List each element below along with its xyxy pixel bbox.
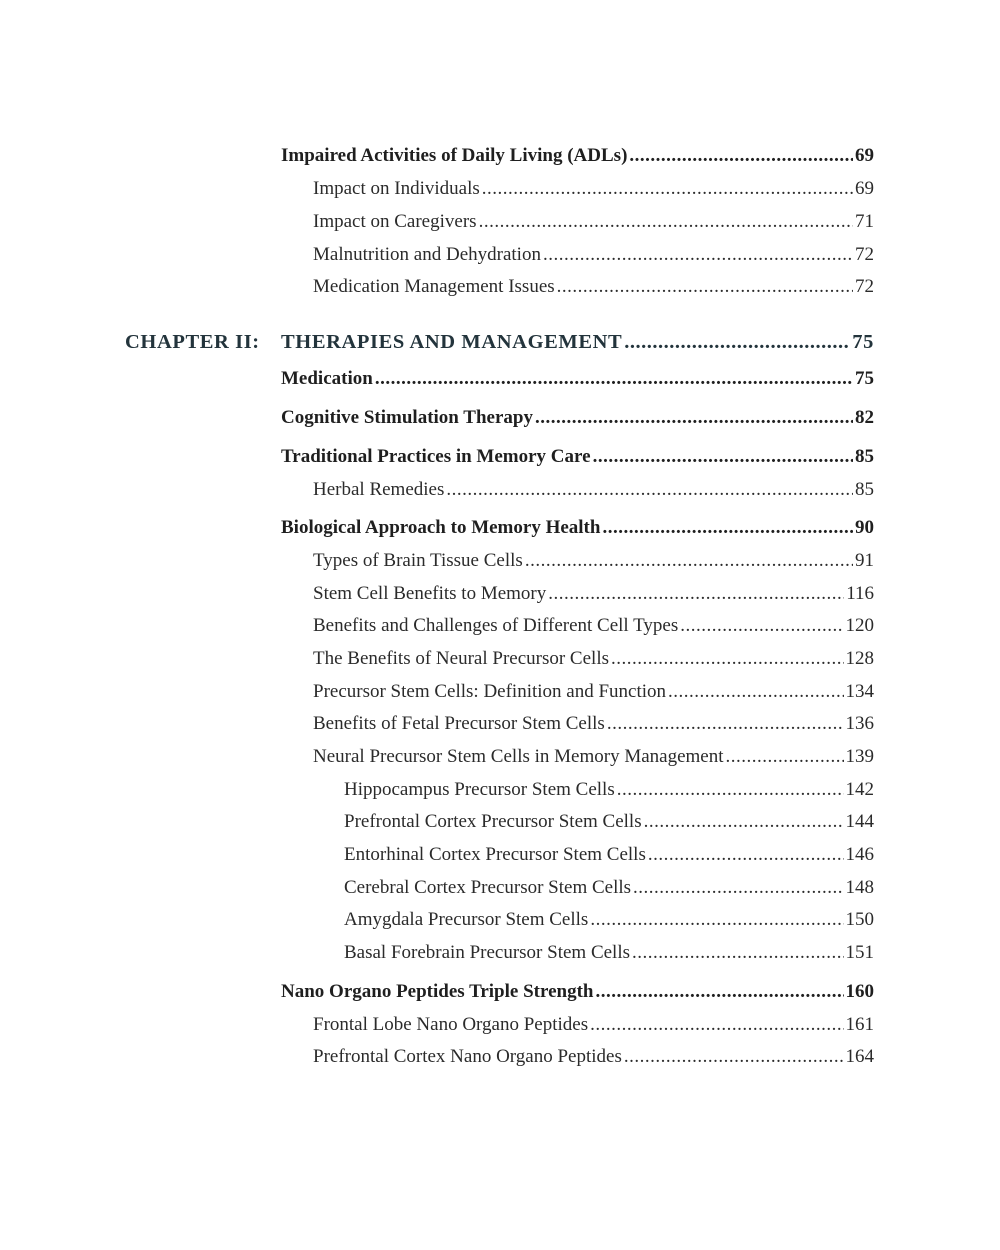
toc-entry-title: Benefits of Fetal Precursor Stem Cells <box>313 713 605 734</box>
toc-entry <box>281 407 874 429</box>
toc-leader-dots <box>375 368 853 390</box>
toc-leader-dots <box>543 244 853 266</box>
toc-leader-dots <box>479 211 853 233</box>
toc-entry-title: Cognitive Stimulation Therapy <box>281 407 533 428</box>
toc-entry-title: Entorhinal Cortex Precursor Stem Cells <box>344 844 646 865</box>
toc-entry <box>313 479 874 501</box>
toc-entry-page: 91 <box>855 550 874 571</box>
toc-entry <box>313 178 874 200</box>
toc-entry-title: Biological Approach to Memory Health <box>281 517 601 538</box>
toc-leader-dots <box>446 479 853 501</box>
toc-entry-page: 160 <box>845 981 874 1002</box>
toc-entry-page: 85 <box>855 479 874 500</box>
toc-leader-dots <box>602 517 853 539</box>
toc-entry-title: Medication Management Issues <box>313 276 555 297</box>
toc-entry-title: Malnutrition and Dehydration <box>313 244 541 265</box>
toc-entry <box>344 811 874 833</box>
toc-entry <box>313 550 874 572</box>
toc-leader-dots <box>633 877 843 899</box>
toc-entry-title: The Benefits of Neural Precursor Cells <box>313 648 609 669</box>
chapter-label: CHAPTER II: <box>125 331 260 353</box>
toc-entry <box>313 648 874 670</box>
toc-leader-dots <box>617 779 844 801</box>
toc-entry <box>281 981 874 1003</box>
toc-leader-dots <box>482 178 853 200</box>
toc-leader-dots <box>632 942 843 964</box>
toc-leader-dots <box>535 407 853 429</box>
toc-entry <box>344 909 874 931</box>
toc-entry-title: Types of Brain Tissue Cells <box>313 550 523 571</box>
toc-entry <box>313 1014 874 1036</box>
toc-entry <box>313 615 874 637</box>
toc-entry-page: 148 <box>845 877 874 898</box>
toc-entry <box>313 1046 874 1068</box>
toc-leader-dots <box>668 681 843 703</box>
toc-leader-dots <box>593 446 853 468</box>
toc-leader-dots <box>557 276 853 298</box>
toc-entry-title: Hippocampus Precursor Stem Cells <box>344 779 615 800</box>
toc-entry <box>313 244 874 266</box>
toc-entry-page: 69 <box>855 178 874 199</box>
toc-entry-page: 120 <box>845 615 874 636</box>
toc-entry-page: 69 <box>855 145 874 166</box>
toc-leader-dots <box>611 648 844 670</box>
toc-entry-title: Amygdala Precursor Stem Cells <box>344 909 589 930</box>
toc-entry-page: 82 <box>855 407 874 428</box>
toc-entry <box>344 779 874 801</box>
toc-entry <box>281 145 874 167</box>
toc-leader-dots <box>680 615 843 637</box>
toc-entry-title: Traditional Practices in Memory Care <box>281 446 591 467</box>
toc-leader-dots <box>595 981 843 1003</box>
toc-entry-page: 134 <box>845 681 874 702</box>
toc-entry-title: Stem Cell Benefits to Memory <box>313 583 547 604</box>
toc-leader-dots <box>624 331 850 354</box>
toc-entry-page: 85 <box>855 446 874 467</box>
toc-entry-page: 128 <box>845 648 874 669</box>
toc-leader-dots <box>726 746 844 768</box>
toc-leader-dots <box>624 1046 844 1068</box>
toc-leader-dots <box>629 145 853 167</box>
toc-entry <box>344 844 874 866</box>
toc-entry <box>344 877 874 899</box>
toc-entry-page: 144 <box>845 811 874 832</box>
toc-entry-page: 150 <box>845 909 874 930</box>
toc-entry-page: 71 <box>855 211 874 232</box>
toc-leader-dots <box>590 909 843 931</box>
toc-entry-title: Herbal Remedies <box>313 479 445 500</box>
toc-entry-page: 164 <box>845 1046 874 1067</box>
toc-entry <box>313 713 874 735</box>
toc-entry <box>281 517 874 539</box>
toc-entry-page: 90 <box>855 517 874 538</box>
toc-entry <box>281 368 874 390</box>
toc-leader-dots <box>644 811 844 833</box>
toc-leader-dots <box>590 1014 843 1036</box>
toc-entry-page: 75 <box>855 368 874 389</box>
toc-entry-page: 72 <box>855 244 874 265</box>
toc-entry-title: Frontal Lobe Nano Organo Peptides <box>313 1014 589 1035</box>
toc-entry-title: Nano Organo Peptides Triple Strength <box>281 981 594 1002</box>
toc-entry-title: Basal Forebrain Precursor Stem Cells <box>344 942 631 963</box>
toc-entry-page: 116 <box>846 583 874 604</box>
toc-entry <box>344 942 874 964</box>
toc-entry <box>281 446 874 468</box>
toc-entry <box>313 583 874 605</box>
toc-entry-page: 161 <box>845 1014 874 1035</box>
toc-entry <box>313 211 874 233</box>
toc-leader-dots <box>648 844 844 866</box>
toc-entry-page: 136 <box>845 713 874 734</box>
toc-entry-title: Cerebral Cortex Precursor Stem Cells <box>344 877 632 898</box>
toc-entry-title: Prefrontal Cortex Nano Organo Peptides <box>313 1046 622 1067</box>
toc-leader-dots <box>548 583 844 605</box>
chapter-title: THERAPIES AND MANAGEMENT <box>281 331 623 353</box>
toc-entry-page: 139 <box>845 746 874 767</box>
toc-entry-title: Precursor Stem Cells: Definition and Function <box>313 681 667 702</box>
toc-entry <box>313 746 874 768</box>
toc-entry-title: Prefrontal Cortex Precursor Stem Cells <box>344 811 642 832</box>
toc-entry-title: Neural Precursor Stem Cells in Memory Management <box>313 746 724 767</box>
toc-entry-page: 151 <box>845 942 874 963</box>
toc-entry-page: 146 <box>845 844 874 865</box>
toc-entry-page: 72 <box>855 276 874 297</box>
toc-entry-title: Benefits and Challenges of Different Cell Types <box>313 615 679 636</box>
chapter-title-entry <box>281 331 874 354</box>
toc-entry <box>313 276 874 298</box>
toc-leader-dots <box>525 550 853 572</box>
toc-entry-title: Impact on Caregivers <box>313 211 477 232</box>
toc-entry-page: 75 <box>852 331 874 353</box>
toc-entry <box>313 681 874 703</box>
toc-entry-title: Impaired Activities of Daily Living (ADLs) <box>281 145 628 166</box>
toc-leader-dots <box>607 713 844 735</box>
toc-entry-page: 142 <box>845 779 874 800</box>
toc-entry-title: Medication <box>281 368 373 389</box>
toc-entry-title: Impact on Individuals <box>313 178 480 199</box>
